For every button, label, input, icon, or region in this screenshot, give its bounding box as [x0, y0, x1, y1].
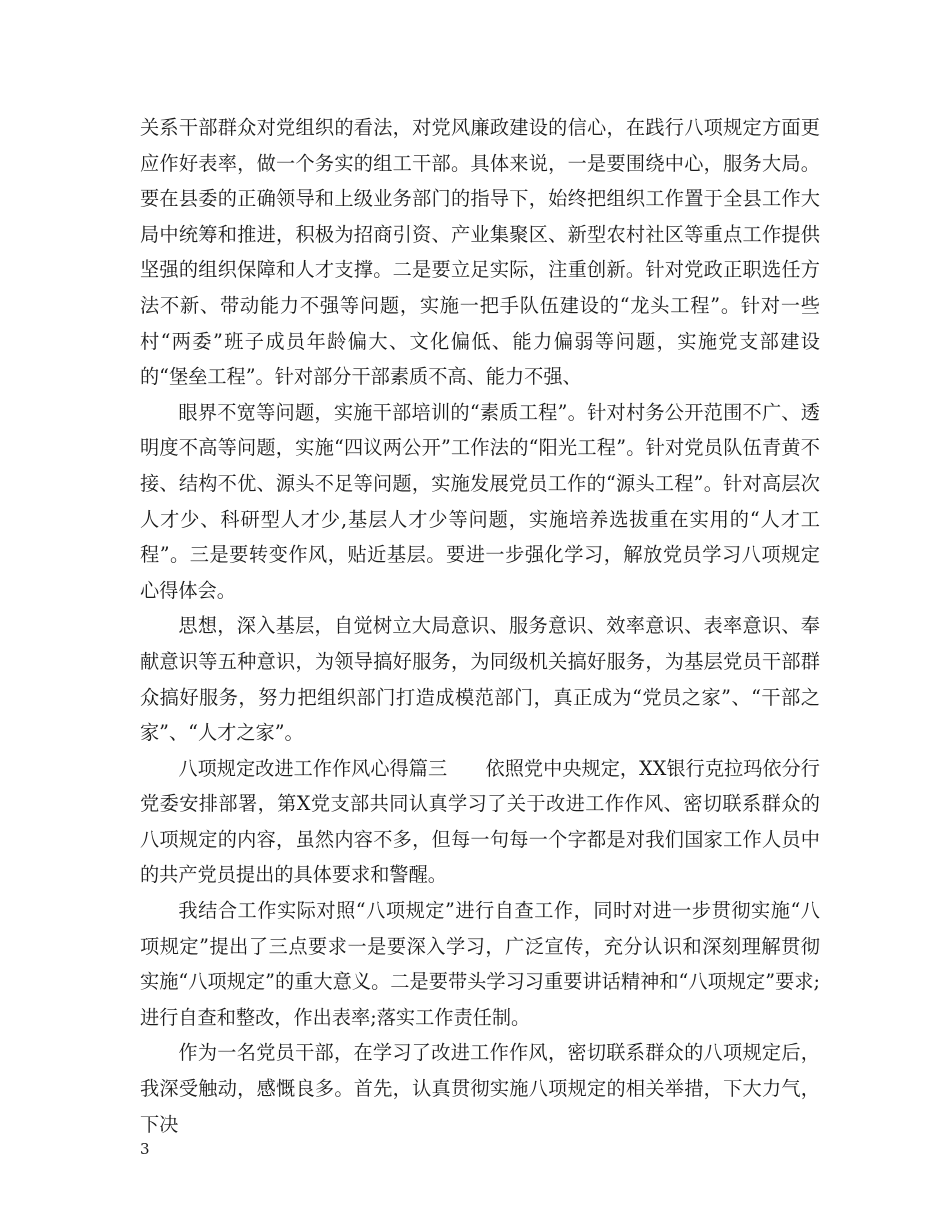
page-number: 3 — [140, 1140, 150, 1158]
paragraph-6: 作为一名党员干部，在学习了改进工作作风，密切联系群众的八项规定后，我深受触动，感慨良多。首先，认真贯彻实施八项规定的相关举措，下大力气，下决 — [140, 1041, 820, 1136]
paragraph-4: 八项规定改进工作作风心得篇三 依照党中央规定，XX银行克拉玛依分行党委安排部署，第X党支部共同认真学习了关于改进工作作风、密切联系群众的八项规定的内容，虽然内容不多，但每一句每一个字都是对我们国家工作人员中的共产党员提出的具体要求和警醒。 — [140, 756, 820, 887]
paragraph-3: 思想，深入基层，自觉树立大局意识、服务意识、效率意识、表率意识、奉献意识等五种意识，为领导搞好服务，为同级机关搞好服务，为基层党员干部群众搞好服务，努力把组织部门打造成模范部门，真正成为“党员之家”、“干部之家”、“人才之家”。 — [140, 614, 820, 745]
paragraph-5: 我结合工作实际对照“八项规定”进行自查工作，同时对进一步贯彻实施“八项规定”提出了三点要求一是要深入学习，广泛宣传，充分认识和深刻理解贯彻实施“八项规定”的重大意义。二是要带头学习习重要讲话精神和“八项规定”要求;进行自查和整改，作出表率;落实工作责任制。 — [140, 899, 820, 1029]
document-body — [140, 110, 820, 1142]
paragraph-1: 关系干部群众对党组织的看法，对党风廉政建设的信心，在践行八项规定方面更应作好表率，做一个务实的组工干部。具体来说，一是要围绕中心，服务大局。要在县委的正确领导和上级业务部门的指导下，始终把组织工作置于全县工作大局中统筹和推进，积极为招商引资、产业集聚区、新型农村社区等重点工作提供坚强的组织保障和人才支撑。二是要立足实际，注重创新。针对党政正职选任方法不新、带动能力不强等问题，实施一把手队伍建设的“龙头工程”。针对一些村“两委”班子成员年龄偏大、文化偏低、能力偏弱等问题，实施党支部建设的“堡垒工程”。针对部分干部素质不高、能力不强、 — [140, 116, 820, 389]
paragraph-2: 眼界不宽等问题，实施干部培训的“素质工程”。针对村务公开范围不广、透明度不高等问题，实施“四议两公开”工作法的“阳光工程”。针对党员队伍青黄不接、结构不优、源头不足等问题，实施发展党员工作的“源头工程”。针对高层次人才少、科研型人才少,基层人才少等问题，实施培养选拔重在实用的“人才工程”。三是要转变作风，贴近基层。要进一步强化学习，解放党员学习八项规定心得体会。 — [140, 400, 820, 602]
